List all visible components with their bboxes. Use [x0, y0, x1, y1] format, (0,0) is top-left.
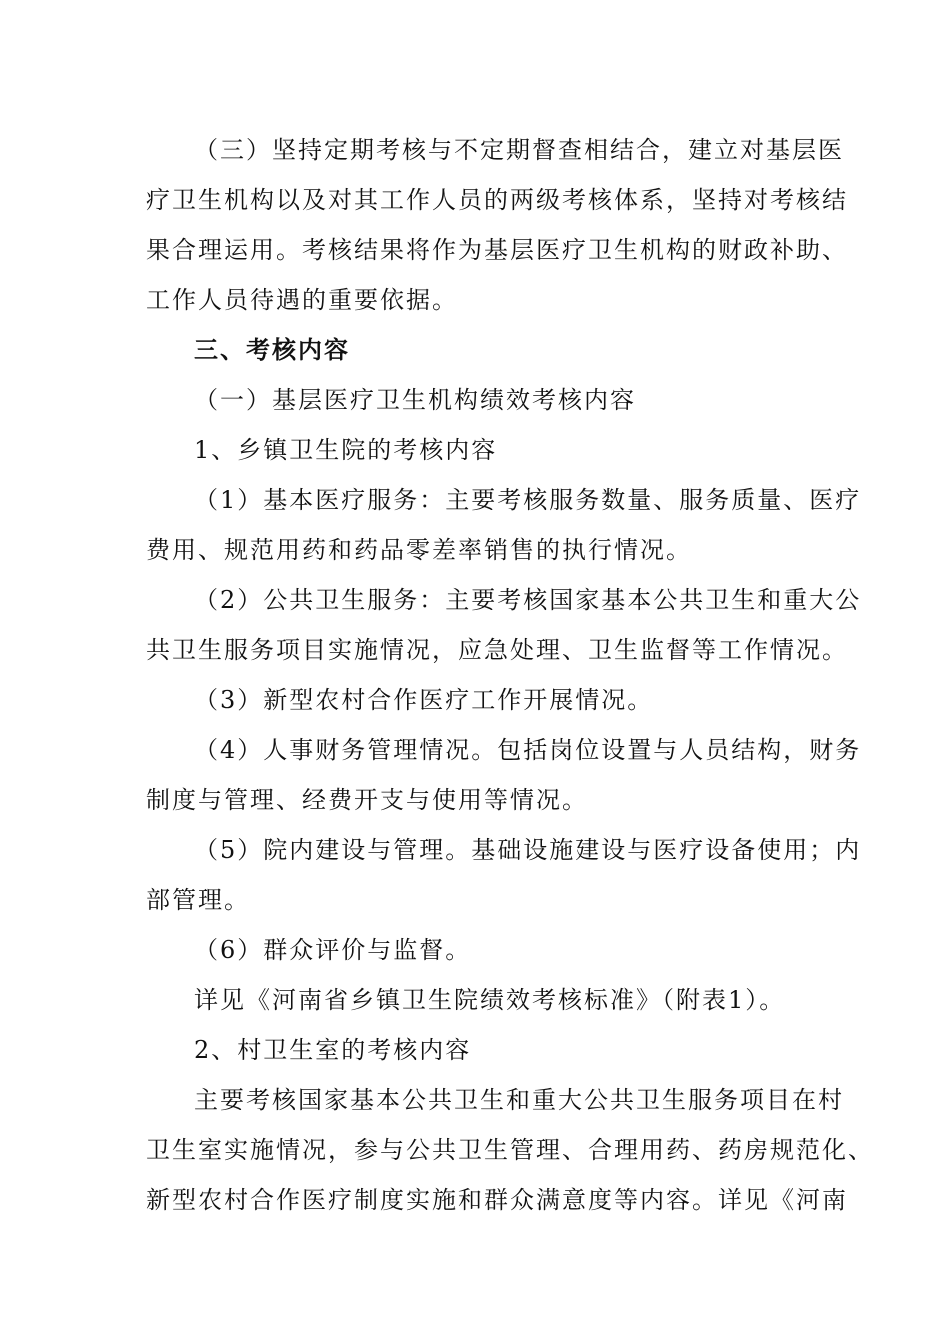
- paragraph-line: 新型农村合作医疗制度实施和群众满意度等内容。详见《河南: [146, 1186, 848, 1214]
- paragraph-line: （1）基本医疗服务：主要考核服务数量、服务质量、医疗: [194, 486, 862, 514]
- subsection-heading: （一）基层医疗卫生机构绩效考核内容: [194, 386, 636, 414]
- paragraph-line: 共卫生服务项目实施情况，应急处理、卫生监督等工作情况。: [146, 636, 848, 664]
- paragraph-line: （4）人事财务管理情况。包括岗位设置与人员结构，财务: [194, 736, 862, 764]
- paragraph-line: 疗卫生机构以及对其工作人员的两级考核体系，坚持对考核结: [146, 186, 848, 214]
- paragraph-line: 工作人员待遇的重要依据。: [146, 286, 458, 314]
- paragraph-line: 费用、规范用药和药品零差率销售的执行情况。: [146, 536, 692, 564]
- paragraph-line: （5）院内建设与管理。基础设施建设与医疗设备使用；内: [194, 836, 862, 864]
- paragraph-line: 主要考核国家基本公共卫生和重大公共卫生服务项目在村: [194, 1086, 844, 1114]
- paragraph-line: 果合理运用。考核结果将作为基层医疗卫生机构的财政补助、: [146, 236, 848, 264]
- paragraph-line: （2）公共卫生服务：主要考核国家基本公共卫生和重大公: [194, 586, 862, 614]
- paragraph-line: （6）群众评价与监督。: [194, 936, 472, 964]
- paragraph-line: 部管理。: [146, 886, 250, 914]
- section-heading: 三、考核内容: [194, 335, 350, 364]
- item-heading: 2、村卫生室的考核内容: [194, 1036, 472, 1064]
- paragraph-line: （3）新型农村合作医疗工作开展情况。: [194, 686, 654, 714]
- item-heading: 1、乡镇卫生院的考核内容: [194, 436, 498, 464]
- paragraph-line: 详见《河南省乡镇卫生院绩效考核标准》（附表1）。: [194, 986, 786, 1014]
- paragraph-line: 卫生室实施情况，参与公共卫生管理、合理用药、药房规范化、: [146, 1136, 874, 1164]
- paragraph-line: （三）坚持定期考核与不定期督查相结合，建立对基层医: [194, 136, 844, 164]
- paragraph-line: 制度与管理、经费开支与使用等情况。: [146, 786, 588, 814]
